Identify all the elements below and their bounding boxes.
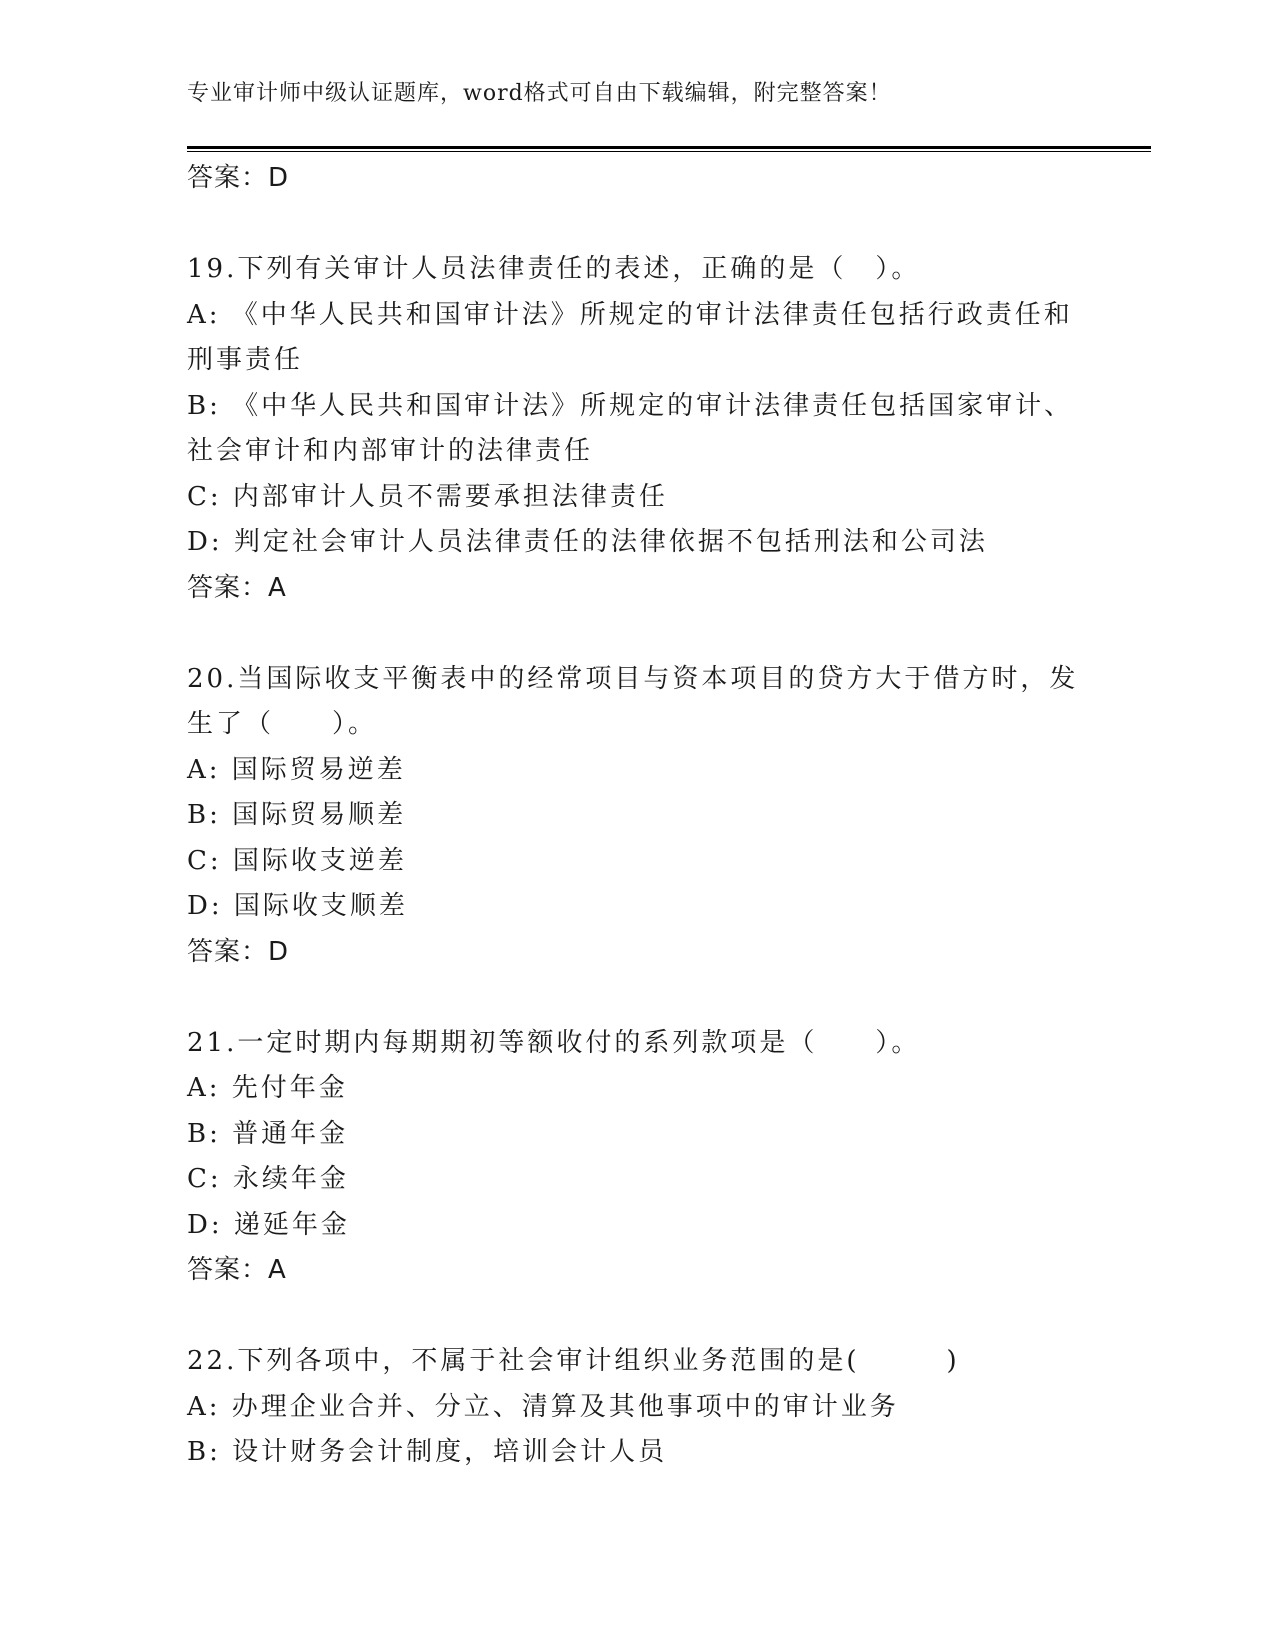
header-divider-thick <box>187 146 1151 149</box>
option-d: D: 判定社会审计人员法律责任的法律依据不包括刑法和公司法 <box>187 527 988 557</box>
option-b: B: 设计财务会计制度，培训会计人员 <box>187 1437 668 1467</box>
question-block <box>187 1021 1087 1294</box>
spacer <box>187 202 1087 248</box>
spacer <box>187 611 1087 657</box>
option-b: B: 国际贸易顺差 <box>187 800 407 830</box>
option-d: D: 国际收支顺差 <box>187 891 408 921</box>
answer-line: 答案：A <box>187 572 287 603</box>
option-a: A: 《中华人民共和国审计法》所规定的审计法律责任包括行政责任和 <box>187 299 1073 330</box>
option-c: C: 内部审计人员不需要承担法律责任 <box>187 481 668 512</box>
header-divider-thin <box>187 151 1151 152</box>
option-a-continued: 刑事责任 <box>187 345 304 375</box>
question-block <box>187 657 1087 976</box>
question-stem: 22.下列各项中，不属于社会审计组织业务范围的是( ) <box>187 1346 960 1376</box>
option-a: A: 办理企业合并、分立、清算及其他事项中的审计业务 <box>187 1391 899 1422</box>
question-stem: 19.下列有关审计人员法律责任的表述，正确的是（ ）。 <box>187 254 921 284</box>
option-a: A: 国际贸易逆差 <box>187 754 406 785</box>
answer-line: 答案：D <box>187 936 290 967</box>
answer-line: 答案：A <box>187 1255 287 1285</box>
question-stem-continued: 生了（ ）。 <box>187 709 378 739</box>
question-block <box>187 247 1087 611</box>
page-header-text: 专业审计师中级认证题库，word格式可自由下载编辑，附完整答案！ <box>187 81 892 106</box>
option-b-continued: 社会审计和内部审计的法律责任 <box>187 436 594 466</box>
question-content <box>187 156 1087 1476</box>
spacer <box>187 1294 1087 1340</box>
option-a: A: 先付年金 <box>187 1073 348 1103</box>
question-stem: 20.当国际收支平衡表中的经常项目与资本项目的贷方大于借方时，发 <box>187 663 1079 694</box>
option-c: C: 永续年金 <box>187 1164 349 1194</box>
option-c: C: 国际收支逆差 <box>187 845 407 876</box>
question-block <box>187 1339 1087 1476</box>
answer-line: 答案：D <box>187 163 290 193</box>
question-stem: 21.一定时期内每期期初等额收付的系列款项是（ ）。 <box>187 1027 921 1058</box>
spacer <box>187 975 1087 1021</box>
option-b: B: 《中华人民共和国审计法》所规定的审计法律责任包括国家审计、 <box>187 390 1074 421</box>
option-b: B: 普通年金 <box>187 1118 349 1149</box>
option-d: D: 递延年金 <box>187 1209 350 1240</box>
